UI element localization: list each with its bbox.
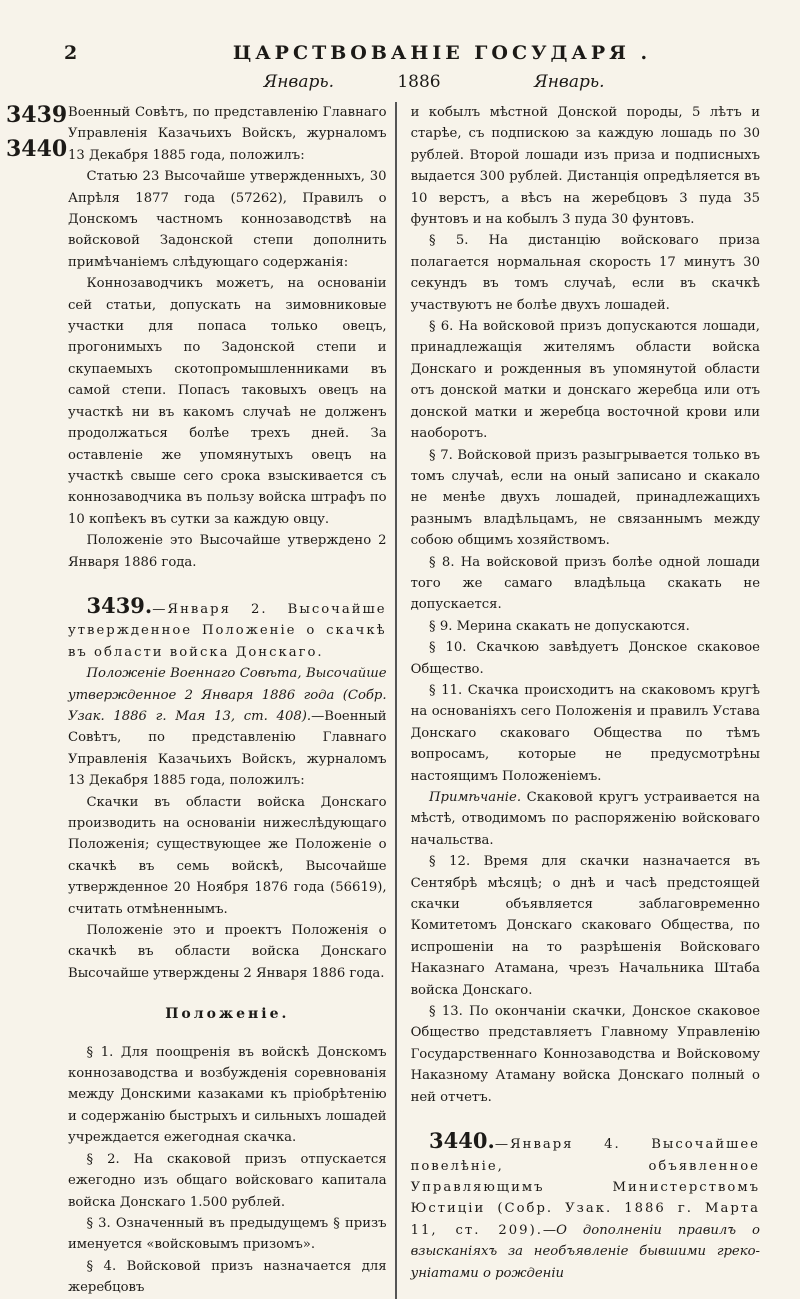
article-subject: —О дополненіи правилъ о взысканіяхъ за необъявленіе бывшими греко-уніатами о рожденіи: [410, 1222, 760, 1281]
running-head: [4, 42, 760, 72]
left-month: Январь.: [263, 72, 334, 92]
margin-article-number-1: 3439: [6, 102, 68, 128]
article-title: —Января 4. Высочайшее повелѣніе, объявленное Управляющимъ Министерствомъ Юстиціи (Собр. Узак. 1886 г. Марта 11, ст. 209).: [410, 1137, 760, 1238]
margin-article-number-2: 3440: [6, 136, 68, 162]
date-subhead: [4, 72, 760, 98]
article-number: 3440.: [429, 1128, 495, 1154]
section-paragraph: § 11. Скачка происходитъ на скаковомъ кругѣ на основаніяхъ сего Положенія и правилъ Устава Донскаго скаковаго Общества по тѣмъ вопросамъ, которые не предусмотрѣны настоящимъ Положеніемъ.: [410, 682, 760, 784]
section-paragraph: § 2. На скаковой призъ отпускается ежегодно изъ общаго войсковаго капитала войска Донскаго 1.500 рублей.: [68, 1151, 387, 1210]
section-paragraph: § 13. По окончаніи скачки, Донское скаковое Общество представляетъ Главному Управленію Государственнаго Коннозаводства и Войсковому Наказному Атаману войска Донскаго полный о ней отчетъ.: [410, 1004, 760, 1105]
paragraph: Военный Совѣтъ, по представленію Главнаго Управленія Казачьихъ Войскъ, журналомъ 13 Декабря 1885 года, положилъ:: [68, 105, 387, 163]
section-paragraph: § 8. На войсковой призъ болѣе одной лошади того же самаго владѣльца скакать не допускается.: [410, 554, 760, 613]
paragraph: и кобылъ мѣстной Донской породы, 5 лѣтъ и старѣе, съ подпискою за каждую лошадь по 30 рублей. Второй лошади изъ приза и подписныхъ выдается 300 рублей. Дистанція опредѣляется въ 10 верстъ, а вѣсъ на жеребцовъ 3 пуда 35 фунтовъ и на кобылъ 3 пуда 30 фунтовъ.: [410, 105, 760, 228]
source-citation: Положеніе Военнаго Совѣта, Высочайше утвержденное 2 Января 1886 года (Собр. Узак. 1886 г. Мая 13, ст. 408).: [68, 666, 387, 724]
page-title: ЦАРСТВОВАНІЕ ГОСУДАРЯ .: [232, 42, 652, 64]
left-column: [4, 102, 387, 1299]
section-paragraph: § 3. Означенный въ предыдущемъ § призъ именуется «войсковымъ призомъ».: [68, 1215, 387, 1253]
section-paragraph: § 12. Время для скачки назначается въ Сентябрѣ мѣсяцѣ; о днѣ и часѣ предстоящей скачки объявляется заблаговременно Комитетомъ Донскаго скаковаго Общества, по испрошеніи на то разрѣшенія Войсковаго Наказнаго Атамана, чрезъ Начальника Штаба войска Донскаго.: [410, 854, 760, 998]
paragraph: Скачки въ области войска Донскаго производить на основаніи нижеслѣдующаго Положенія; существующее же Положеніе о скачкѣ въ семь войскѣ, Высочайше утвержденное 20 Ноября 1876 года (56619), считать отмѣненнымъ.: [68, 794, 387, 917]
paragraph: Статью 23 Высочайше утвержденныхъ, 30 Апрѣля 1877 года (57262), Правилъ о Донскомъ частномъ коннозаводствѣ на войсковой Задонской степи дополнить примѣчаніемъ слѣдующаго содержанія:: [68, 169, 387, 270]
note-text: Скаковой кругъ устраивается на мѣстѣ, отводимомъ по распоряженію войсковаго начальства.: [410, 790, 760, 848]
section-paragraph: § 7. Войсковой призъ разыгрывается только въ томъ случаѣ, если на оный записано и скакало не менѣе двухъ лошадей, принадлежащихъ разнымъ владѣльцамъ, не связаннымъ между собою общимъ хозяйствомъ.: [410, 447, 760, 549]
section-paragraph: § 4. Войсковой призъ назначается для жеребцовъ: [68, 1258, 387, 1296]
article-heading: [411, 1130, 760, 1284]
section-paragraph: § 1. Для поощренія въ войскѣ Донскомъ коннозаводства и возбужденія соревнованія между Донскими казаками къ пріобрѣтенію и содержанію быстрыхъ и сильныхъ лошадей учреждается ежегодная скачка.: [68, 1044, 387, 1146]
text-columns: [4, 102, 760, 1299]
article-heading: [68, 592, 387, 663]
page-number: 2: [64, 42, 81, 64]
year: 1886: [397, 72, 441, 92]
article-title: —Января 2. Высочайше утвержденное Положеніе о скачкѣ въ области войска Донскаго.: [68, 601, 387, 660]
note-label: Примѣчаніе.: [429, 790, 522, 805]
article-number: 3439.: [86, 592, 153, 618]
right-month: Январь.: [534, 72, 605, 92]
section-title: Положеніе.: [165, 1006, 290, 1023]
paragraph: Коннозаводчикъ можетъ, на основаніи сей статьи, допускать на зимовниковые участки для попаса только овецъ, прогонимыхъ по Задонской степи и скупаемыхъ скотопромышленниками въ самой степи. Попасъ таковыхъ овецъ на участкѣ ни въ какомъ случаѣ не долженъ продолжаться болѣе трехъ дней. За оставленіе же упомянутыхъ овецъ на участкѣ свыше сего срока взыскивается съ коннозаводчика въ пользу войска штрафъ по 10 копѣекъ въ сутки за каждую овцу.: [68, 276, 387, 527]
article-source: [68, 663, 387, 791]
source-tail: —Военный Совѣтъ, по представленію Главнаго Управленія Казачьихъ Войскъ, журналомъ 13 Декабря 1885 года, положилъ:: [68, 708, 387, 789]
section-paragraph: § 9. Мерина скакать не допускаются.: [429, 618, 690, 634]
section-paragraph: § 10. Скачкою завѣдуетъ Донское скаковое Общество.: [410, 640, 760, 677]
section-paragraph: § 5. На дистанцію войсковаго приза полагается нормальная скорость 17 минутъ 30 секундъ въ томъ случаѣ, если въ скачкѣ участвуютъ не болѣе двухъ лошадей.: [410, 233, 760, 313]
note-paragraph: [411, 787, 760, 851]
paragraph: Положеніе это Высочайше утверждено 2 Января 1886 года.: [68, 533, 387, 570]
paragraph: Положеніе это и проектъ Положенія о скачкѣ въ области войска Донскаго Высочайше утверждены 2 Января 1886 года.: [68, 923, 387, 981]
section-paragraph: § 6. На войсковой призъ допускаются лошади, принадлежащія жителямъ области войска Донскаго и рожденныя въ упомянутой области отъ донской матки и донскаго жеребца или отъ донской матки и жеребца восточной крови или наоборотъ.: [410, 319, 760, 442]
right-column: [395, 102, 760, 1299]
